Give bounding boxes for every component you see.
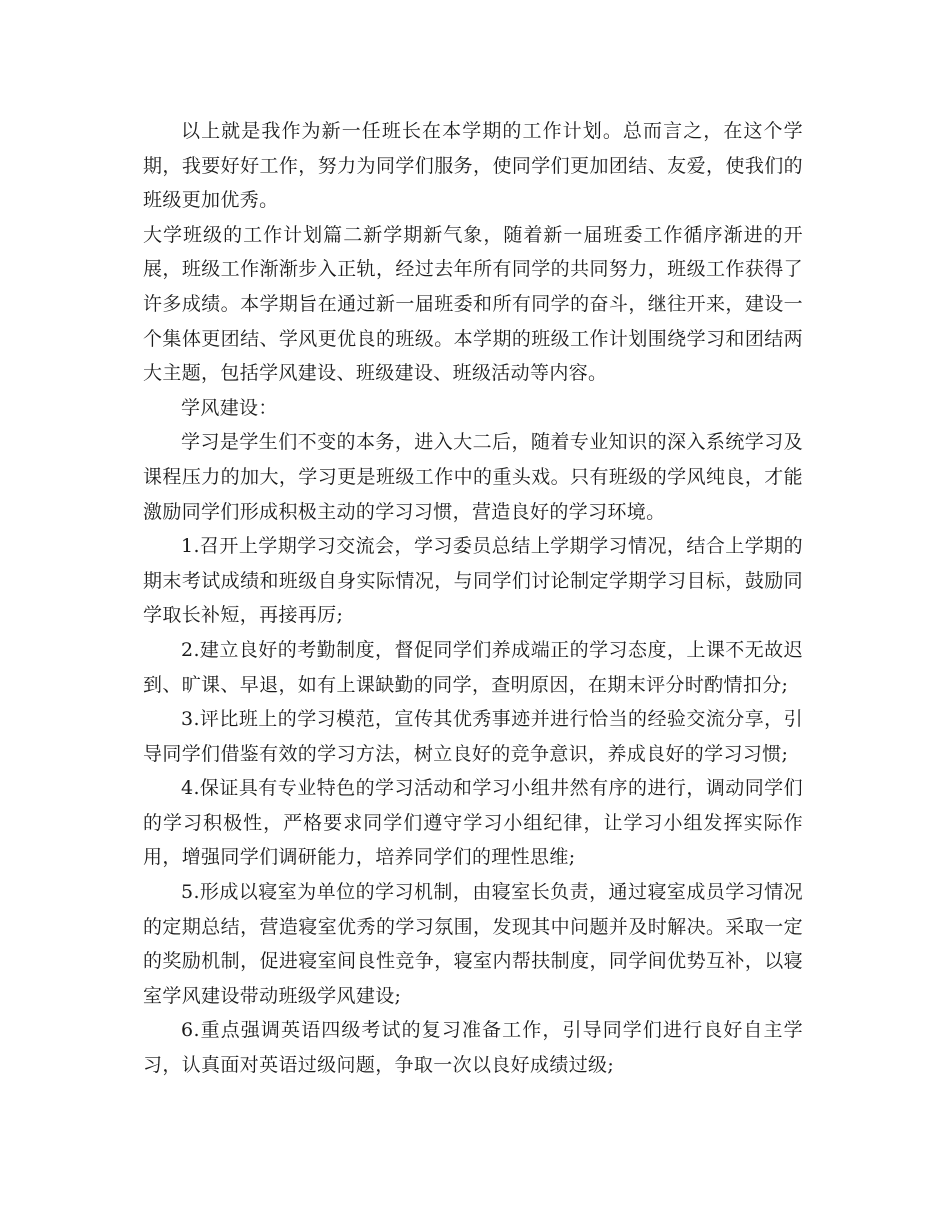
list-item: 1.召开上学期学习交流会，学习委员总结上学期学习情况，结合上学期的期末考试成绩和班级自身实际情况，与同学们讨论制定学期学习目标，鼓励同学取长补短，再接再厉;	[143, 535, 803, 627]
section-first-line: 新学期新气象，随着新一届班委工作循序渐进的开	[363, 223, 804, 246]
section-rest: 展，班级工作渐渐步入正轨，经过去年所有同学的共同努力，班级工作获得了许多成绩。本学期旨在通过新一届班委和所有同学的奋斗，继往开来，建设一个集体更团结、学风更优良的班级。本学期的班级工作计划围绕学习和团结两大主题，包括学风建设、班级建设、班级活动等内容。	[143, 258, 803, 385]
list-item: 3.评比班上的学习模范，宣传其优秀事迹并进行恰当的经验交流分享，引导同学们借鉴有效的学习方法，树立良好的竞争意识，养成良好的学习习惯;	[143, 708, 803, 765]
intro-paragraph: 以上就是我作为新一任班长在本学期的工作计划。总而言之，在这个学期，我要好好工作，努力为同学们服务，使同学们更加团结、友爱，使我们的班级更加优秀。	[143, 120, 803, 212]
subheading: 学风建设：	[181, 396, 278, 419]
section-title: 大学班级的工作计划篇二	[143, 223, 364, 246]
section-paragraph	[143, 218, 803, 391]
document-body	[143, 114, 803, 1083]
list-item: 4.保证具有专业特色的学习活动和学习小组井然有序的进行，调动同学们的学习积极性，严格要求同学们遵守学习小组纪律，让学习小组发挥实际作用，增强同学们调研能力，培养同学们的理性思维;	[143, 777, 803, 869]
study-paragraph: 学习是学生们不变的本务，进入大二后，随着专业知识的深入系统学习及课程压力的加大，学习更是班级工作中的重头戏。只有班级的学风纯良，才能激励同学们形成积极主动的学习习惯，营造良好的学习环境。	[143, 431, 803, 523]
list-item: 5.形成以寝室为单位的学习机制，由寝室长负责，通过寝室成员学习情况的定期总结，营造寝室优秀的学习氛围，发现其中问题并及时解决。采取一定的奖励机制，促进寝室间良性竞争，寝室内帮扶制度，同学间优势互补，以寝室学风建设带动班级学风建设;	[143, 881, 803, 1007]
list-item: 2.建立良好的考勤制度，督促同学们养成端正的学习态度，上课不无故迟到、旷课、早退，如有上课缺勤的同学，查明原因，在期末评分时酌情扣分;	[143, 638, 803, 696]
list-item: 6.重点强调英语四级考试的复习准备工作，引导同学们进行良好自主学习，认真面对英语过级问题，争取一次以良好成绩过级;	[143, 1019, 803, 1077]
